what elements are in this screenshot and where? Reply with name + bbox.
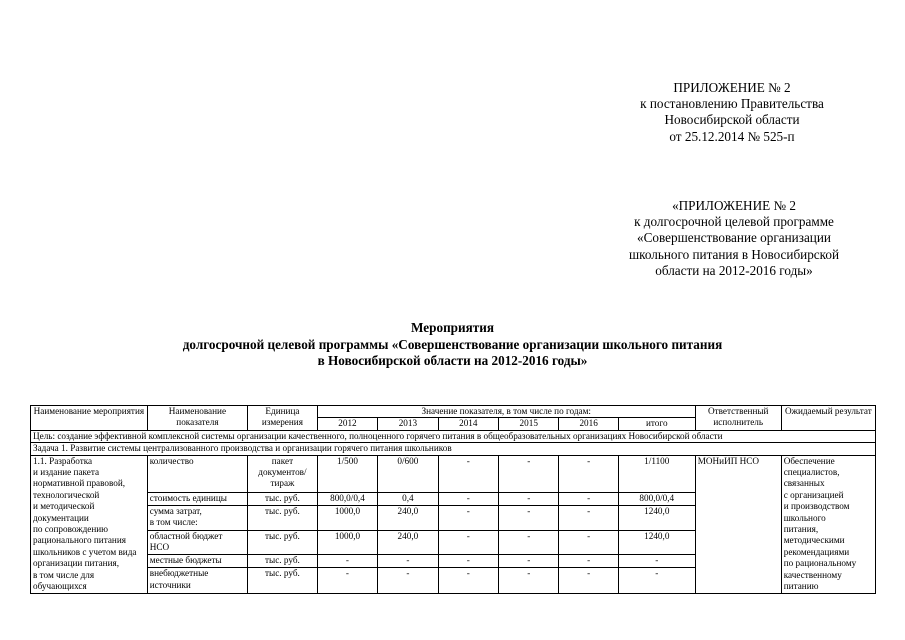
title-line: долгосрочной целевой программы «Совершенствование организации школьного питания (182, 336, 723, 352)
value-cell: - (438, 530, 498, 555)
value-cell: - (499, 568, 559, 593)
value-cell: - (378, 555, 438, 568)
value-cell: 240,0 (378, 505, 438, 530)
result-cell: Обеспечение специалистов, связанных с организацией и производством школьного питания, методическими рекомендациями по рациональному качественному питанию (781, 455, 875, 593)
appendix-line: от 25.12.2014 № 525-п (669, 128, 795, 144)
task-row: Задача 1. Развитие системы централизованного производства и организации горячего питания школьников (31, 443, 876, 455)
value-cell: - (378, 568, 438, 593)
total-cell: 1240,0 (618, 505, 695, 530)
appendix-header-resolution (612, 80, 852, 145)
appendix-line: «ПРИЛОЖЕНИЕ № 2 (672, 198, 796, 213)
value-cell: 0/600 (378, 455, 438, 492)
indicator-name: стоимость единицы (147, 492, 247, 505)
header-year: 2012 (317, 418, 377, 430)
indicator-name: сумма затрат, в том числе: (147, 505, 247, 530)
value-cell: - (559, 568, 618, 593)
indicator-name: местные бюджеты (147, 555, 247, 568)
indicator-name: количество (147, 455, 247, 492)
value-cell: - (438, 555, 498, 568)
total-cell: 1/1100 (618, 455, 695, 492)
appendix-line: к долгосрочной целевой программе (634, 214, 834, 230)
unit-cell: тыс. руб. (248, 530, 318, 555)
appendix-line: Новосибирской области (664, 112, 800, 128)
appendix-line: школьного питания в Новосибирской (628, 246, 840, 262)
header-event-name: Наименование мероприятия (31, 406, 148, 431)
value-cell: - (499, 505, 559, 530)
unit-cell: тыс. руб. (248, 492, 318, 505)
value-cell: - (559, 492, 618, 505)
document-title (60, 320, 845, 370)
total-cell: 800,0/0,4 (618, 492, 695, 505)
header-year: 2016 (559, 418, 618, 430)
header-value-group: Значение показателя, в том числе по годам: (317, 406, 695, 418)
value-cell: - (438, 568, 498, 593)
value-cell: 0,4 (378, 492, 438, 505)
value-cell: - (438, 505, 498, 530)
indicator-name: внебюджетные источники (147, 568, 247, 593)
value-cell: 1000,0 (317, 505, 377, 530)
value-cell: - (317, 555, 377, 568)
goal-row: Цель: создание эффективной комплексной системы организации качественного, полноценного горячего питания в общеобразовательных организациях Новосибирской области (31, 430, 876, 442)
total-cell: - (618, 568, 695, 593)
value-cell: 240,0 (378, 530, 438, 555)
value-cell: - (499, 555, 559, 568)
value-cell: - (499, 530, 559, 555)
appendix-header-program (598, 198, 870, 279)
value-cell: - (438, 492, 498, 505)
indicator-name: областной бюджет НСО (147, 530, 247, 555)
header-year: 2014 (438, 418, 498, 430)
unit-cell: тыс. руб. (248, 568, 318, 593)
header-indicator-name: Наименование показателя (147, 406, 247, 431)
unit-cell: пакет документов/ тираж (248, 455, 318, 492)
appendix-line: области на 2012-2016 годы» (655, 262, 813, 278)
unit-cell: тыс. руб. (248, 555, 318, 568)
header-year: 2015 (499, 418, 559, 430)
responsible-cell: МОНиИП НСО (695, 455, 781, 593)
value-cell: 1000,0 (317, 530, 377, 555)
appendix-line: «Совершенствование организации (637, 230, 831, 246)
value-cell: - (317, 568, 377, 593)
total-cell: 1240,0 (618, 530, 695, 555)
value-cell: - (559, 505, 618, 530)
header-unit: Единица измерения (248, 406, 318, 431)
header-total: итого (618, 418, 695, 430)
value-cell: - (559, 555, 618, 568)
appendix-line: к постановлению Правительства (640, 96, 824, 112)
appendix-line: ПРИЛОЖЕНИЕ № 2 (673, 80, 791, 95)
header-year: 2013 (378, 418, 438, 430)
value-cell: - (438, 455, 498, 492)
value-cell: - (499, 492, 559, 505)
total-cell: - (618, 555, 695, 568)
title-line: в Новосибирской области на 2012-2016 годы» (317, 353, 588, 368)
value-cell: - (559, 530, 618, 555)
events-table (30, 405, 876, 594)
header-responsible: Ответственный исполнитель (695, 406, 781, 431)
header-result: Ожидаемый результат (781, 406, 875, 431)
title-line: Мероприятия (411, 320, 494, 335)
value-cell: 1/500 (317, 455, 377, 492)
event-name: 1.1. Разработка и издание пакета нормативной правовой, технологической и методической документации по сопровождению рационального питания школьников с учетом вида организации питания, в том числе для обучающихся (31, 455, 148, 593)
unit-cell: тыс. руб. (248, 505, 318, 530)
value-cell: 800,0/0,4 (317, 492, 377, 505)
value-cell: - (499, 455, 559, 492)
value-cell: - (559, 455, 618, 492)
